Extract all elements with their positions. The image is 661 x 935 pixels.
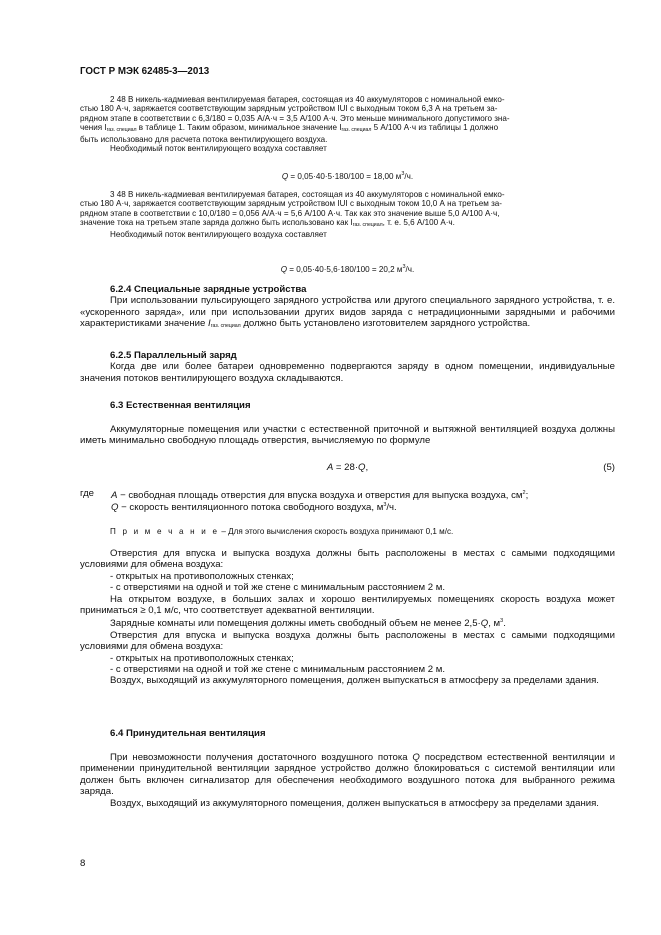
formula-q-20: Q = 0,05·40·5,6·180/100 = 20,2 $м^3/ч$.: [280, 264, 415, 274]
example-2-line: быть использовано для расчета потока вентилирующего воздуха.: [80, 135, 328, 145]
example-3-need: Необходимый поток вентилирующего воздуха составляет: [110, 230, 327, 240]
page-number: 8: [80, 858, 86, 869]
example-3-line: рядном этапе в соответствии с 10,0/180 = 0,056 А/А·ч = 5,6 А/100 А·ч. Так как это значение выше 5,0 А/100 А·ч,: [80, 208, 500, 218]
note-text: – Для этого вычисления скорость воздуха принимают 0,1 м/с.: [219, 527, 454, 536]
formula-5: A = 28·Q,: [326, 462, 369, 473]
example-2: [80, 95, 615, 154]
section-6-4-body: При невозможности получения достаточного воздушного потока Q посредством естественной вентиляции и применении принудительной вентиляции зарядное устройство должно блокироваться с системой вентиляции или должен быть включен сигнализатор для обеспечения необходимого воздушного потока для выбранного режима заряда. Воздух, выходящий из аккумуляторного помещения, должен выпускаться в атмосферу за пределами здания.: [80, 752, 615, 809]
section-6-2-4: [80, 284, 615, 333]
definition-a: A − свободная площадь отверстия для впуска воздуха и отверстия для выпуска воздуха, $см^2$;: [111, 490, 529, 501]
example-2-line: чения Iгаз. специал в таблице 1. Таким образом, минимальное значение Iгаз. специал 5 А/100 А·ч из таблицы 1 должно: [80, 122, 499, 133]
example-3-line: стью 180 А·ч, заряжается соответствующим зарядным устройством IUI с выходным током 10,0 А на третьем за-: [80, 199, 502, 209]
document-header: ГОСТ Р МЭК 62485-3—2013: [80, 66, 210, 77]
where-label: где: [80, 488, 95, 499]
example-3-line: значение тока на третьем этапе заряда должно быть использовано как Iгаз. специал, т. е. 5,6 А/100 А·ч.: [80, 217, 455, 228]
example-3-line: 3 48 В никель-кадмиевая вентилируемая батарея, состоящая из 40 аккумуляторов с номинальной емко-: [110, 190, 505, 199]
example-2-need: Необходимый поток вентилирующего воздуха составляет: [110, 144, 327, 154]
list-item: - с отверстиями на одной и той же стене с минимальным расстоянием 2 м.: [110, 664, 446, 676]
formula-number: (5): [603, 462, 615, 473]
list-item: - открытых на противоположных стенках;: [110, 570, 294, 582]
section-6-3-intro: Аккумуляторные помещения или участки с естественной приточной и вытяжной вентиляцией воздуха должны иметь минимально свободную площадь отверстия, вычисляемую по формуле: [80, 424, 615, 447]
list-item: - открытых на противоположных стенках;: [110, 652, 294, 664]
example-2-line: стью 180 А·ч, заряжается соответствующим зарядным устройством IUI с выходным током 6,3 А на третьем за-: [80, 104, 498, 114]
note-label: П р и м е ч а н и е: [110, 527, 220, 536]
note: [110, 527, 615, 536]
section-6-2-5: [80, 350, 615, 384]
section-6-2-5-text: Когда две или более батареи одновременно подвергаются заряду в одном помещении, индивидуальные значения потоков вентилирующего воздуха складываются.: [80, 361, 615, 384]
section-6-4-title: 6.4 Принудительная вентиляция: [110, 728, 266, 739]
section-6-3-body: Отверстия для впуска и выпуска воздуха должны быть расположены в местах с самыми подходящими условиями для обмена воздуха: - открытых на противоположных стенках; - с отверстиями на одной и той же стене с минимальным расстоянием 2 м. На открытом воздухе, в больших залах и хорошо вентилируемых помещениях скорость воздуха может приниматься ≥ 0,1 м/с, что соответствует адекватной вентиляции. Зарядные комнаты или помещения должны иметь свободный объем не менее 2,5·Q, $м^3$. Отверстия для впуска и выпуска воздуха должны быть расположены в местах с самыми подходящими условиями для обмена воздуха: - открытых на противоположных стенках; - с отверстиями на одной и той же стене с минимальным расстоянием 2 м. Воздух, выходящий из аккумуляторного помещения, должен выпускаться в атмосферу за пределами здания.: [80, 548, 615, 687]
example-2-line: рядном этапе в соответствии с 6,3/180 = 0,035 А/А·ч = 3,5 А/100 А·ч. Это меньше минимального допустимого зна-: [80, 113, 510, 123]
list-item: - с отверстиями на одной и той же стене с минимальным расстоянием 2 м.: [110, 582, 446, 594]
example-3: [80, 190, 615, 239]
example-2-line: 2 48 В никель-кадмиевая вентилируемая батарея, состоящая из 40 аккумуляторов с номинальной емко-: [110, 95, 505, 104]
definition-q: Q − скорость вентиляционного потока свободного воздуха, $м^3/ч$.: [111, 502, 397, 513]
section-6-2-4-title: 6.2.4 Специальные зарядные устройства: [110, 284, 307, 295]
section-6-2-5-title: 6.2.5 Параллельный заряд: [110, 350, 237, 361]
section-6-2-4-text: При использовании пульсирующего зарядного устройства или другого специального зарядного устройства, т. е. «ускоренного заряда», или при использовании других видов заряда с нетрадиционными зарядными и рабочими характеристиками значение Iгаз. специал должно быть установлено изготовителем зарядного устройства.: [80, 295, 615, 330]
section-6-3-title: 6.3 Естественная вентиляция: [110, 400, 251, 411]
formula-q-18: Q = 0,05·40·5·180/100 = 18,00 $м^3/ч$.: [281, 171, 414, 181]
